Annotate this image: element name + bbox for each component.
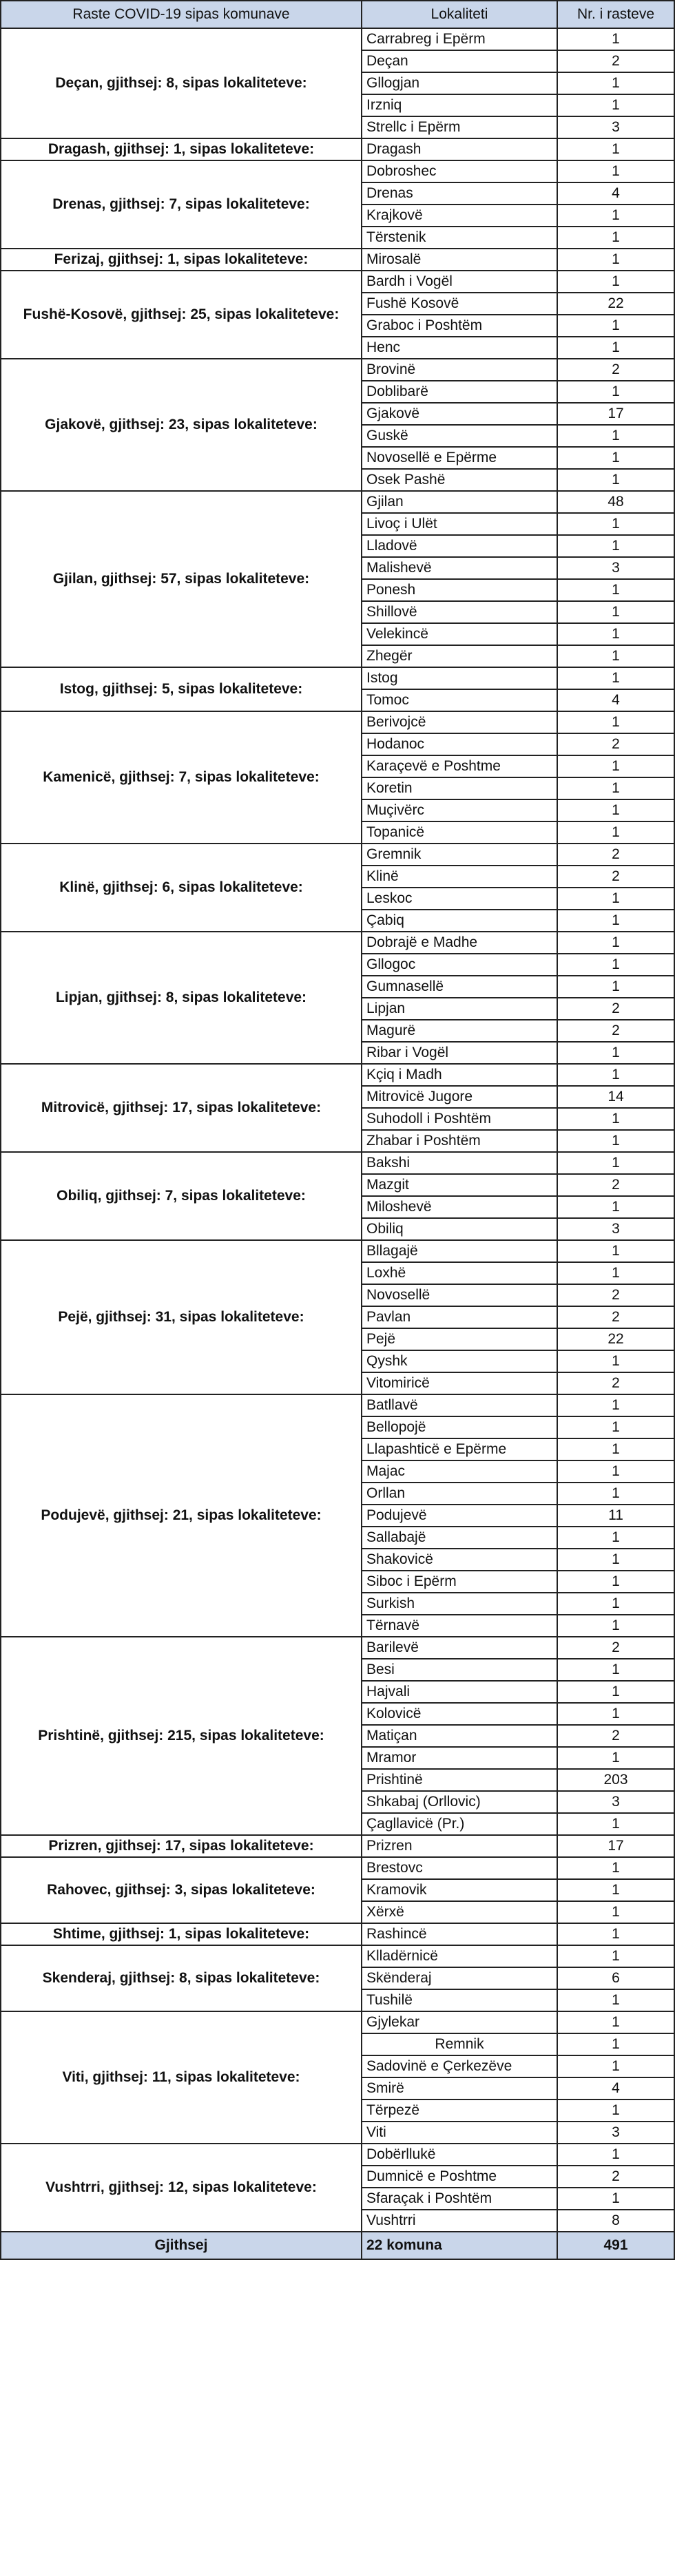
lokaliteti-cell: Mazgit <box>362 1174 557 1196</box>
lokaliteti-cell: Istog <box>362 667 557 689</box>
nr-rasteve-cell: 17 <box>557 403 674 425</box>
lokaliteti-cell: Sfaraçak i Poshtëm <box>362 2188 557 2210</box>
lokaliteti-cell: Dobërllukë <box>362 2144 557 2166</box>
nr-rasteve-cell: 22 <box>557 1328 674 1350</box>
lokaliteti-cell: Berivojcë <box>362 711 557 733</box>
lokaliteti-cell: Suhodoll i Poshtëm <box>362 1108 557 1130</box>
lokaliteti-cell: Leskoc <box>362 888 557 910</box>
total-value: 491 <box>557 2232 674 2259</box>
lokaliteti-cell: Prishtinë <box>362 1769 557 1791</box>
lokaliteti-cell: Viti <box>362 2122 557 2144</box>
nr-rasteve-cell: 1 <box>557 888 674 910</box>
lokaliteti-cell: Fushë Kosovë <box>362 293 557 315</box>
lokaliteti-cell: Dobroshec <box>362 160 557 182</box>
nr-rasteve-cell: 1 <box>557 1571 674 1593</box>
lokaliteti-cell: Shkabaj (Orllovic) <box>362 1791 557 1813</box>
nr-rasteve-cell: 1 <box>557 2055 674 2077</box>
lokaliteti-cell: Vushtrri <box>362 2210 557 2232</box>
lokaliteti-cell: Prizren <box>362 1835 557 1857</box>
nr-rasteve-cell: 1 <box>557 72 674 94</box>
nr-rasteve-cell: 1 <box>557 1042 674 1064</box>
lokaliteti-cell: Çabiq <box>362 910 557 932</box>
lokaliteti-cell: Zhegër <box>362 645 557 667</box>
lokaliteti-cell: Qyshk <box>362 1350 557 1372</box>
lokaliteti-cell: Sallabajë <box>362 1527 557 1549</box>
lokaliteti-cell: Bellopojë <box>362 1416 557 1438</box>
nr-rasteve-cell: 1 <box>557 932 674 954</box>
lokaliteti-cell: Brovinë <box>362 359 557 381</box>
komuna-label: Prizren, gjithsej: 17, sipas lokaliteteve: <box>1 1835 362 1857</box>
lokaliteti-cell: Kramovik <box>362 1879 557 1901</box>
nr-rasteve-cell: 1 <box>557 777 674 799</box>
nr-rasteve-cell: 1 <box>557 160 674 182</box>
lokaliteti-cell: Muçivërc <box>362 799 557 821</box>
nr-rasteve-cell: 1 <box>557 271 674 293</box>
lokaliteti-cell: Tërnavë <box>362 1615 557 1637</box>
komuna-label: Gjilan, gjithsej: 57, sipas lokaliteteve: <box>1 491 362 667</box>
nr-rasteve-cell: 1 <box>557 513 674 535</box>
nr-rasteve-cell: 1 <box>557 1747 674 1769</box>
nr-rasteve-cell: 1 <box>557 910 674 932</box>
lokaliteti-cell: Hodanoc <box>362 733 557 755</box>
nr-rasteve-cell: 2 <box>557 50 674 72</box>
lokaliteti-cell: Lipjan <box>362 998 557 1020</box>
lokaliteti-cell: Dumnicë e Poshtme <box>362 2166 557 2188</box>
nr-rasteve-cell: 1 <box>557 1130 674 1152</box>
nr-rasteve-cell: 2 <box>557 1306 674 1328</box>
nr-rasteve-cell: 1 <box>557 755 674 777</box>
lokaliteti-cell: Klladërnicë <box>362 1945 557 1967</box>
nr-rasteve-cell: 1 <box>557 1659 674 1681</box>
table-row <box>1 28 674 50</box>
table-row <box>1 1064 674 1086</box>
nr-rasteve-cell: 48 <box>557 491 674 513</box>
lokaliteti-cell: Sadovinë e Çerkezëve <box>362 2055 557 2077</box>
nr-rasteve-cell: 3 <box>557 557 674 579</box>
lokaliteti-cell: Novosellë e Epërme <box>362 447 557 469</box>
nr-rasteve-cell: 1 <box>557 28 674 50</box>
lokaliteti-cell: Gjilan <box>362 491 557 513</box>
nr-rasteve-cell: 1 <box>557 469 674 491</box>
lokaliteti-cell: Shillovë <box>362 601 557 623</box>
lokaliteti-cell: Skënderaj <box>362 1967 557 1989</box>
header-row <box>1 1 674 28</box>
lokaliteti-cell: Tërstenik <box>362 227 557 249</box>
nr-rasteve-cell: 1 <box>557 1527 674 1549</box>
lokaliteti-cell: Magurë <box>362 1020 557 1042</box>
nr-rasteve-cell: 6 <box>557 1967 674 1989</box>
nr-rasteve-cell: 1 <box>557 315 674 337</box>
lokaliteti-cell: Ponesh <box>362 579 557 601</box>
nr-rasteve-cell: 2 <box>557 1725 674 1747</box>
lokaliteti-cell: Gumnasellë <box>362 976 557 998</box>
lokaliteti-cell: Smirë <box>362 2077 557 2099</box>
lokaliteti-cell: Bardh i Vogël <box>362 271 557 293</box>
komuna-label: Kamenicë, gjithsej: 7, sipas lokaliteteve: <box>1 711 362 844</box>
table-row <box>1 249 674 271</box>
total-row <box>1 2232 674 2259</box>
lokaliteti-cell: Pavlan <box>362 1306 557 1328</box>
nr-rasteve-cell: 1 <box>557 1394 674 1416</box>
lokaliteti-cell: Batllavë <box>362 1394 557 1416</box>
nr-rasteve-cell: 1 <box>557 1152 674 1174</box>
lokaliteti-cell: Kolovicë <box>362 1703 557 1725</box>
nr-rasteve-cell: 2 <box>557 2166 674 2188</box>
lokaliteti-cell: Bllagajë <box>362 1240 557 1262</box>
lokaliteti-cell: Gllogoc <box>362 954 557 976</box>
lokaliteti-cell: Orllan <box>362 1483 557 1505</box>
komuna-label: Klinë, gjithsej: 6, sipas lokaliteteve: <box>1 844 362 932</box>
table-row <box>1 1152 674 1174</box>
komuna-label: Deçan, gjithsej: 8, sipas lokaliteteve: <box>1 28 362 138</box>
nr-rasteve-cell: 1 <box>557 535 674 557</box>
lokaliteti-cell: Tushilë <box>362 1989 557 2011</box>
nr-rasteve-cell: 1 <box>557 1681 674 1703</box>
lokaliteti-cell: Tërpezë <box>362 2099 557 2122</box>
lokaliteti-cell: Pejë <box>362 1328 557 1350</box>
komuna-label: Pejë, gjithsej: 31, sipas lokaliteteve: <box>1 1240 362 1394</box>
lokaliteti-cell: Surkish <box>362 1593 557 1615</box>
nr-rasteve-cell: 22 <box>557 293 674 315</box>
lokaliteti-cell: Shakovicë <box>362 1549 557 1571</box>
nr-rasteve-cell: 1 <box>557 249 674 271</box>
lokaliteti-cell: Dragash <box>362 138 557 160</box>
lokaliteti-cell: Zhabar i Poshtëm <box>362 1130 557 1152</box>
lokaliteti-cell: Klinë <box>362 866 557 888</box>
nr-rasteve-cell: 1 <box>557 1262 674 1284</box>
komuna-label: Skenderaj, gjithsej: 8, sipas lokaliteteve: <box>1 1945 362 2011</box>
komuna-label: Drenas, gjithsej: 7, sipas lokaliteteve: <box>1 160 362 249</box>
lokaliteti-cell: Brestovc <box>362 1857 557 1879</box>
nr-rasteve-cell: 1 <box>557 1064 674 1086</box>
nr-rasteve-cell: 3 <box>557 1218 674 1240</box>
lokaliteti-cell: Koretin <box>362 777 557 799</box>
nr-rasteve-cell: 1 <box>557 2099 674 2122</box>
table-row <box>1 1394 674 1416</box>
lokaliteti-cell: Besi <box>362 1659 557 1681</box>
nr-rasteve-cell: 4 <box>557 689 674 711</box>
lokaliteti-cell: Strellc i Epërm <box>362 116 557 138</box>
lokaliteti-cell: Lladovë <box>362 535 557 557</box>
lokaliteti-cell: Malishevë <box>362 557 557 579</box>
table-row <box>1 2144 674 2166</box>
lokaliteti-cell: Tomoc <box>362 689 557 711</box>
nr-rasteve-cell: 1 <box>557 1196 674 1218</box>
nr-rasteve-cell: 2 <box>557 359 674 381</box>
lokaliteti-cell: Mramor <box>362 1747 557 1769</box>
komuna-label: Fushë-Kosovë, gjithsej: 25, sipas lokaliteteve: <box>1 271 362 359</box>
nr-rasteve-cell: 2 <box>557 1372 674 1394</box>
nr-rasteve-cell: 1 <box>557 821 674 844</box>
komuna-label: Vushtrri, gjithsej: 12, sipas lokaliteteve: <box>1 2144 362 2232</box>
nr-rasteve-cell: 1 <box>557 227 674 249</box>
table-row <box>1 1835 674 1857</box>
nr-rasteve-cell: 1 <box>557 447 674 469</box>
lokaliteti-cell: Vitomiricë <box>362 1372 557 1394</box>
nr-rasteve-cell: 1 <box>557 1615 674 1637</box>
table-row <box>1 711 674 733</box>
lokaliteti-cell: Miloshevë <box>362 1196 557 1218</box>
nr-rasteve-cell: 1 <box>557 2188 674 2210</box>
nr-rasteve-cell: 2 <box>557 1284 674 1306</box>
lokaliteti-cell: Osek Pashë <box>362 469 557 491</box>
komuna-label: Dragash, gjithsej: 1, sipas lokaliteteve: <box>1 138 362 160</box>
nr-rasteve-cell: 1 <box>557 1593 674 1615</box>
total-label: Gjithsej <box>1 2232 362 2259</box>
nr-rasteve-cell: 1 <box>557 954 674 976</box>
nr-rasteve-cell: 1 <box>557 799 674 821</box>
nr-rasteve-cell: 1 <box>557 425 674 447</box>
nr-rasteve-cell: 2 <box>557 1020 674 1042</box>
lokaliteti-cell: Majac <box>362 1460 557 1483</box>
nr-rasteve-cell: 1 <box>557 2011 674 2033</box>
nr-rasteve-cell: 2 <box>557 998 674 1020</box>
header-nr-rasteve: Nr. i rasteve <box>557 1 674 28</box>
nr-rasteve-cell: 1 <box>557 1923 674 1945</box>
lokaliteti-cell: Gllogjan <box>362 72 557 94</box>
nr-rasteve-cell: 1 <box>557 645 674 667</box>
lokaliteti-cell: Gremnik <box>362 844 557 866</box>
nr-rasteve-cell: 1 <box>557 94 674 116</box>
nr-rasteve-cell: 1 <box>557 711 674 733</box>
lokaliteti-cell: Gjylekar <box>362 2011 557 2033</box>
header-komuna: Raste COVID-19 sipas komunave <box>1 1 362 28</box>
lokaliteti-cell: Rashincë <box>362 1923 557 1945</box>
komuna-label: Shtime, gjithsej: 1, sipas lokaliteteve: <box>1 1923 362 1945</box>
nr-rasteve-cell: 1 <box>557 205 674 227</box>
table-row <box>1 2011 674 2033</box>
nr-rasteve-cell: 4 <box>557 182 674 205</box>
lokaliteti-cell: Bakshi <box>362 1152 557 1174</box>
lokaliteti-cell: Loxhë <box>362 1262 557 1284</box>
nr-rasteve-cell: 1 <box>557 1879 674 1901</box>
nr-rasteve-cell: 1 <box>557 2144 674 2166</box>
nr-rasteve-cell: 1 <box>557 381 674 403</box>
table-row <box>1 1923 674 1945</box>
nr-rasteve-cell: 1 <box>557 1350 674 1372</box>
lokaliteti-cell: Kçiq i Madh <box>362 1064 557 1086</box>
lokaliteti-cell: Siboc i Epërm <box>362 1571 557 1593</box>
lokaliteti-cell: Llapashticë e Epërme <box>362 1438 557 1460</box>
komuna-label: Ferizaj, gjithsej: 1, sipas lokaliteteve: <box>1 249 362 271</box>
lokaliteti-cell: Podujevë <box>362 1505 557 1527</box>
lokaliteti-cell: Karaçevë e Poshtme <box>362 755 557 777</box>
table-row <box>1 1945 674 1967</box>
table-row <box>1 667 674 689</box>
nr-rasteve-cell: 14 <box>557 1086 674 1108</box>
table-row <box>1 138 674 160</box>
nr-rasteve-cell: 11 <box>557 1505 674 1527</box>
nr-rasteve-cell: 3 <box>557 116 674 138</box>
nr-rasteve-cell: 1 <box>557 623 674 645</box>
nr-rasteve-cell: 1 <box>557 1901 674 1923</box>
nr-rasteve-cell: 1 <box>557 579 674 601</box>
nr-rasteve-cell: 1 <box>557 667 674 689</box>
lokaliteti-cell: Xërxë <box>362 1901 557 1923</box>
lokaliteti-cell: Ribar i Vogël <box>362 1042 557 1064</box>
lokaliteti-cell: Çagllavicë (Pr.) <box>362 1813 557 1835</box>
nr-rasteve-cell: 2 <box>557 733 674 755</box>
nr-rasteve-cell: 1 <box>557 1813 674 1835</box>
nr-rasteve-cell: 2 <box>557 1174 674 1196</box>
table-row <box>1 1637 674 1659</box>
lokaliteti-cell: Graboc i Poshtëm <box>362 315 557 337</box>
lokaliteti-cell: Barilevë <box>362 1637 557 1659</box>
nr-rasteve-cell: 8 <box>557 2210 674 2232</box>
table-row <box>1 844 674 866</box>
lokaliteti-cell: Topanicë <box>362 821 557 844</box>
komuna-label: Podujevë, gjithsej: 21, sipas lokaliteteve: <box>1 1394 362 1637</box>
lokaliteti-cell: Remnik <box>362 2033 557 2055</box>
komuna-label: Gjakovë, gjithsej: 23, sipas lokaliteteve: <box>1 359 362 491</box>
nr-rasteve-cell: 1 <box>557 1483 674 1505</box>
nr-rasteve-cell: 1 <box>557 1989 674 2011</box>
table-row <box>1 491 674 513</box>
lokaliteti-cell: Doblibarë <box>362 381 557 403</box>
lokaliteti-cell: Guskë <box>362 425 557 447</box>
nr-rasteve-cell: 1 <box>557 2033 674 2055</box>
komuna-label: Obiliq, gjithsej: 7, sipas lokaliteteve: <box>1 1152 362 1240</box>
table-body <box>1 28 674 2232</box>
nr-rasteve-cell: 1 <box>557 337 674 359</box>
nr-rasteve-cell: 1 <box>557 1108 674 1130</box>
lokaliteti-cell: Mirosalë <box>362 249 557 271</box>
nr-rasteve-cell: 3 <box>557 2122 674 2144</box>
table-row <box>1 160 674 182</box>
nr-rasteve-cell: 1 <box>557 138 674 160</box>
nr-rasteve-cell: 1 <box>557 601 674 623</box>
lokaliteti-cell: Livoç i Ulët <box>362 513 557 535</box>
table-row <box>1 932 674 954</box>
nr-rasteve-cell: 1 <box>557 1240 674 1262</box>
lokaliteti-cell: Carrabreg i Epërm <box>362 28 557 50</box>
lokaliteti-cell: Obiliq <box>362 1218 557 1240</box>
komuna-label: Lipjan, gjithsej: 8, sipas lokaliteteve: <box>1 932 362 1064</box>
nr-rasteve-cell: 1 <box>557 976 674 998</box>
lokaliteti-cell: Krajkovë <box>362 205 557 227</box>
nr-rasteve-cell: 1 <box>557 1460 674 1483</box>
komuna-label: Mitrovicë, gjithsej: 17, sipas lokaliteteve: <box>1 1064 362 1152</box>
lokaliteti-cell: Deçan <box>362 50 557 72</box>
table-row <box>1 359 674 381</box>
nr-rasteve-cell: 2 <box>557 844 674 866</box>
lokaliteti-cell: Gjakovë <box>362 403 557 425</box>
table-row <box>1 1240 674 1262</box>
nr-rasteve-cell: 1 <box>557 1857 674 1879</box>
nr-rasteve-cell: 1 <box>557 1549 674 1571</box>
komuna-label: Rahovec, gjithsej: 3, sipas lokaliteteve: <box>1 1857 362 1923</box>
nr-rasteve-cell: 1 <box>557 1703 674 1725</box>
lokaliteti-cell: Drenas <box>362 182 557 205</box>
table-row <box>1 271 674 293</box>
nr-rasteve-cell: 2 <box>557 866 674 888</box>
komuna-label: Prishtinë, gjithsej: 215, sipas lokaliteteve: <box>1 1637 362 1835</box>
lokaliteti-cell: Matiçan <box>362 1725 557 1747</box>
table-row <box>1 1857 674 1879</box>
lokaliteti-cell: Dobrajë e Madhe <box>362 932 557 954</box>
lokaliteti-cell: Velekincë <box>362 623 557 645</box>
header-lokaliteti: Lokaliteti <box>362 1 557 28</box>
lokaliteti-cell: Irzniq <box>362 94 557 116</box>
total-komuna: 22 komuna <box>362 2232 557 2259</box>
nr-rasteve-cell: 4 <box>557 2077 674 2099</box>
nr-rasteve-cell: 3 <box>557 1791 674 1813</box>
nr-rasteve-cell: 1 <box>557 1416 674 1438</box>
komuna-label: Viti, gjithsej: 11, sipas lokaliteteve: <box>1 2011 362 2144</box>
nr-rasteve-cell: 1 <box>557 1945 674 1967</box>
nr-rasteve-cell: 203 <box>557 1769 674 1791</box>
nr-rasteve-cell: 17 <box>557 1835 674 1857</box>
komuna-label: Istog, gjithsej: 5, sipas lokaliteteve: <box>1 667 362 711</box>
lokaliteti-cell: Henc <box>362 337 557 359</box>
lokaliteti-cell: Mitrovicë Jugore <box>362 1086 557 1108</box>
lokaliteti-cell: Novosellë <box>362 1284 557 1306</box>
nr-rasteve-cell: 2 <box>557 1637 674 1659</box>
lokaliteti-cell: Hajvali <box>362 1681 557 1703</box>
nr-rasteve-cell: 1 <box>557 1438 674 1460</box>
